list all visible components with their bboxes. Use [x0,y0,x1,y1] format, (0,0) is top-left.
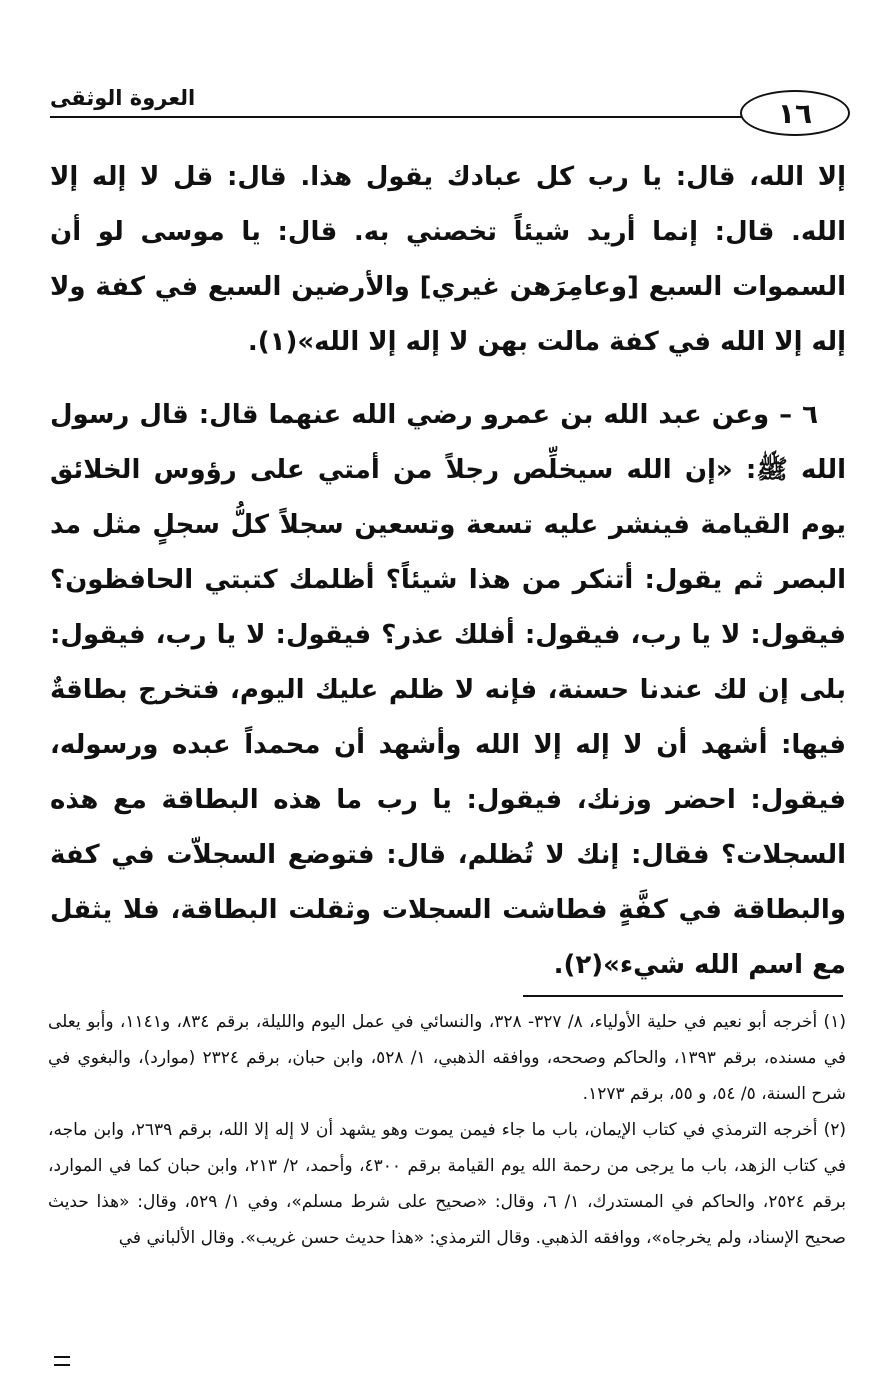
footnote-2: (٢) أخرجه الترمذي في كتاب الإيمان، باب ما جاء فيمن يموت وهو يشهد أن لا إله إلا الله، برقم ٢٦٣٩، وابن ماجه، في كتاب الزهد، باب ما يرجى من رحمة الله يوم القيامة برقم ٤٣٠٠، وأحمد، ٢/ ٢١٣، وابن حبان كما في الموارد، برقم ٢٥٢٤، والحاكم في المستدرك، ١/ ٦، وقال: «صحيح على شرط مسلم»، وفي ١/ ٥٢٩، وقال: «هذا حديث صحيح الإسناد، ولم يخرجاه»، ووافقه الذهبي. وقال الترمذي: «هذا حديث حسن غريب». وقال الألباني في [48,1120,847,1248]
page-header [40,80,852,152]
paragraph-1: إلا الله، قال: يا رب كل عبادك يقول هذا. قال: قل لا إله إلا الله. قال: إنما أريد شيئاً تخصني به. قال: يا موسى لو أن السموات السبع [وعامِرَهن غيري] والأرضين السبع في كفة ولا إله إلا الله في كفة مالت بهن لا إله إلا الله»(١). [50,162,846,357]
main-text [50,150,846,993]
header-rule [50,116,742,118]
page-number: ١٦ [740,90,850,136]
continuation-mark [54,1356,70,1366]
footnote-1: (١) أخرجه أبو نعيم في حلية الأولياء، ٨/ ٣٢٧- ٣٢٨، والنسائي في عمل اليوم والليلة، برقم ٨٣٤، و١١٤١، وأبو يعلى في مسنده، برقم ١٣٩٣، والحاكم وصححه، ووافقه الذهبي، ١/ ٥٢٨، وابن حبان، برقم ٢٣٢٤ (موارد)، والبغوي في شرح السنة، ٥/ ٥٤، و ٥٥، برقم ١٢٧٣. [48,1012,846,1104]
paragraph-2 [50,388,846,993]
footnote-rule [523,995,843,997]
footnotes [48,1004,846,1256]
running-title: العروة الوثقى [50,86,196,110]
paragraph-2-text: ٦ – وعن عبد الله بن عمرو رضي الله عنهما قال: قال رسول الله ﷺ: «إن الله سيخلِّص رجلاً من أمتي على رؤوس الخلائق يوم القيامة فينشر عليه تسعة وتسعين سجلاً كلُّ سجلٍ مثل مد البصر ثم يقول: أتنكر من هذا شيئاً؟ أظلمك كتبتي الحافظون؟ فيقول: لا يا رب، فيقول: أفلك عذر؟ فيقول: لا يا رب، فيقول: بلى إن لك عندنا حسنة، فإنه لا ظلم عليك اليوم، فتخرج بطاقةٌ فيها: أشهد أن لا إله إلا الله وأشهد أن محمداً عبده ورسوله، فيقول: احضر وزنك، فيقول: يا رب ما هذه البطاقة مع هذه السجلات؟ فقال: إنك لا تُظلم، قال: فتوضع السجلاّت في كفة والبطاقة في كفَّةٍ فطاشت السجلات وثقلت البطاقة، فلا يثقل مع اسم الله شيء»(٢). [50,400,846,980]
